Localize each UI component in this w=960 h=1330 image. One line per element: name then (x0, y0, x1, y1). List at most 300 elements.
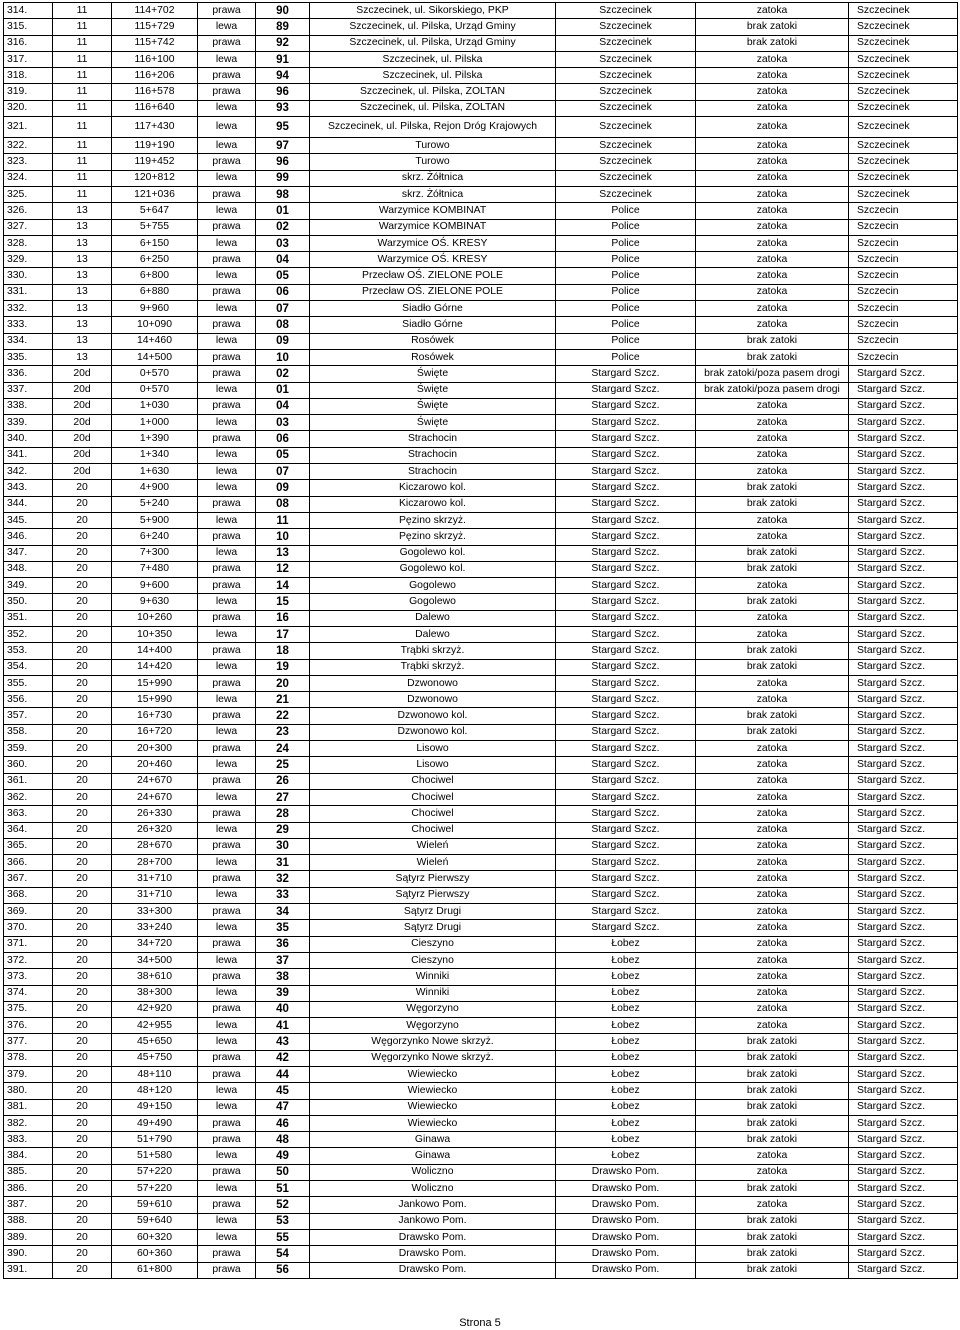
bay-type-cell: zatoka (696, 100, 849, 116)
municipality-cell: Stargard Szcz. (556, 659, 696, 675)
road-district-cell: Stargard Szcz. (849, 871, 958, 887)
road-district-cell: Stargard Szcz. (849, 529, 958, 545)
kilometer-cell: 10+090 (112, 317, 198, 333)
road-district-cell: Szczecin (849, 317, 958, 333)
municipality-cell: Łobez (556, 1034, 696, 1050)
municipality-cell: Stargard Szcz. (556, 643, 696, 659)
row-number-cell: 352. (4, 626, 53, 642)
road-district-cell: Szczecinek (849, 3, 958, 19)
municipality-cell: Szczecinek (556, 19, 696, 35)
table-row (4, 1229, 958, 1245)
table-row (4, 301, 958, 317)
row-number-cell: 344. (4, 496, 53, 512)
stop-number-cell: 01 (256, 382, 310, 398)
stop-number-cell: 24 (256, 741, 310, 757)
road-district-cell: Szczecin (849, 203, 958, 219)
location-cell: Drawsko Pom. (310, 1262, 556, 1278)
row-number-cell: 364. (4, 822, 53, 838)
side-cell: lewa (198, 1229, 256, 1245)
table-row (4, 68, 958, 84)
table-row (4, 284, 958, 300)
municipality-cell: Police (556, 333, 696, 349)
municipality-cell: Stargard Szcz. (556, 545, 696, 561)
kilometer-cell: 119+452 (112, 154, 198, 170)
bay-type-cell: zatoka (696, 170, 849, 186)
location-cell: Przecław OŚ. ZIELONE POLE (310, 284, 556, 300)
bay-type-cell: zatoka (696, 789, 849, 805)
municipality-cell: Stargard Szcz. (556, 806, 696, 822)
bay-type-cell: zatoka (696, 887, 849, 903)
road-number-cell: 11 (53, 3, 112, 19)
road-district-cell: Stargard Szcz. (849, 1164, 958, 1180)
road-district-cell: Szczecin (849, 235, 958, 251)
table-row (4, 626, 958, 642)
stop-number-cell: 10 (256, 529, 310, 545)
road-number-cell: 20 (53, 741, 112, 757)
road-number-cell: 20 (53, 920, 112, 936)
bay-type-cell: zatoka (696, 1148, 849, 1164)
location-cell: Sątyrz Pierwszy (310, 887, 556, 903)
road-number-cell: 20d (53, 415, 112, 431)
row-number-cell: 385. (4, 1164, 53, 1180)
stop-number-cell: 99 (256, 170, 310, 186)
table-row (4, 985, 958, 1001)
road-number-cell: 20 (53, 1132, 112, 1148)
location-cell: Przecław OŚ. ZIELONE POLE (310, 268, 556, 284)
kilometer-cell: 34+720 (112, 936, 198, 952)
municipality-cell: Drawsko Pom. (556, 1213, 696, 1229)
location-cell: Turowo (310, 154, 556, 170)
side-cell: prawa (198, 904, 256, 920)
bay-type-cell: zatoka (696, 268, 849, 284)
bay-type-cell: brak zatoki (696, 1229, 849, 1245)
stop-number-cell: 40 (256, 1001, 310, 1017)
bay-type-cell: brak zatoki (696, 1115, 849, 1131)
municipality-cell: Stargard Szcz. (556, 366, 696, 382)
bay-type-cell: zatoka (696, 431, 849, 447)
road-district-cell: Stargard Szcz. (849, 920, 958, 936)
side-cell: lewa (198, 692, 256, 708)
kilometer-cell: 1+630 (112, 464, 198, 480)
stop-number-cell: 31 (256, 855, 310, 871)
stop-number-cell: 45 (256, 1083, 310, 1099)
stop-number-cell: 52 (256, 1197, 310, 1213)
road-number-cell: 20 (53, 512, 112, 528)
kilometer-cell: 45+750 (112, 1050, 198, 1066)
kilometer-cell: 48+120 (112, 1083, 198, 1099)
municipality-cell: Łobez (556, 936, 696, 952)
stop-number-cell: 35 (256, 920, 310, 936)
road-number-cell: 11 (53, 35, 112, 51)
location-cell: Warzymice OŚ. KRESY (310, 235, 556, 251)
bay-type-cell: zatoka (696, 610, 849, 626)
municipality-cell: Stargard Szcz. (556, 855, 696, 871)
road-number-cell: 11 (53, 100, 112, 116)
bay-type-cell: zatoka (696, 529, 849, 545)
kilometer-cell: 48+110 (112, 1067, 198, 1083)
road-number-cell: 20 (53, 626, 112, 642)
side-cell: lewa (198, 1018, 256, 1034)
row-number-cell: 349. (4, 578, 53, 594)
location-cell: Święte (310, 382, 556, 398)
location-cell: Ginawa (310, 1148, 556, 1164)
table-row (4, 692, 958, 708)
road-district-cell: Stargard Szcz. (849, 447, 958, 463)
table-row (4, 741, 958, 757)
row-number-cell: 371. (4, 936, 53, 952)
stop-number-cell: 41 (256, 1018, 310, 1034)
stop-number-cell: 95 (256, 117, 310, 138)
stop-number-cell: 07 (256, 464, 310, 480)
municipality-cell: Police (556, 268, 696, 284)
side-cell: prawa (198, 252, 256, 268)
road-number-cell: 20 (53, 1001, 112, 1017)
row-number-cell: 380. (4, 1083, 53, 1099)
municipality-cell: Stargard Szcz. (556, 382, 696, 398)
stop-number-cell: 53 (256, 1213, 310, 1229)
location-cell: Węgorzynko Nowe skrzyż. (310, 1034, 556, 1050)
stop-number-cell: 27 (256, 789, 310, 805)
bay-type-cell: zatoka (696, 415, 849, 431)
row-number-cell: 315. (4, 19, 53, 35)
road-district-cell: Stargard Szcz. (849, 464, 958, 480)
location-cell: Gogolewo kol. (310, 545, 556, 561)
table-row (4, 252, 958, 268)
municipality-cell: Police (556, 203, 696, 219)
road-number-cell: 20 (53, 1197, 112, 1213)
municipality-cell: Stargard Szcz. (556, 724, 696, 740)
side-cell: prawa (198, 35, 256, 51)
row-number-cell: 382. (4, 1115, 53, 1131)
municipality-cell: Stargard Szcz. (556, 496, 696, 512)
location-cell: Chociwel (310, 822, 556, 838)
row-number-cell: 336. (4, 366, 53, 382)
road-number-cell: 11 (53, 154, 112, 170)
row-number-cell: 362. (4, 789, 53, 805)
kilometer-cell: 117+430 (112, 117, 198, 138)
row-number-cell: 345. (4, 512, 53, 528)
kilometer-cell: 51+790 (112, 1132, 198, 1148)
road-number-cell: 11 (53, 19, 112, 35)
road-number-cell: 20 (53, 757, 112, 773)
road-district-cell: Szczecinek (849, 100, 958, 116)
location-cell: Święte (310, 415, 556, 431)
kilometer-cell: 28+700 (112, 855, 198, 871)
row-number-cell: 322. (4, 138, 53, 154)
location-cell: Kiczarowo kol. (310, 496, 556, 512)
municipality-cell: Łobez (556, 1115, 696, 1131)
side-cell: prawa (198, 561, 256, 577)
road-number-cell: 20 (53, 1034, 112, 1050)
stop-number-cell: 91 (256, 51, 310, 67)
road-number-cell: 20 (53, 675, 112, 691)
location-cell: Szczecinek, ul. Pilska (310, 51, 556, 67)
road-number-cell: 20 (53, 692, 112, 708)
road-district-cell: Stargard Szcz. (849, 1034, 958, 1050)
table-row (4, 610, 958, 626)
stop-number-cell: 08 (256, 496, 310, 512)
road-district-cell: Stargard Szcz. (849, 952, 958, 968)
road-district-cell: Stargard Szcz. (849, 1229, 958, 1245)
table-row (4, 512, 958, 528)
location-cell: Dalewo (310, 626, 556, 642)
table-row (4, 138, 958, 154)
kilometer-cell: 5+755 (112, 219, 198, 235)
bay-type-cell: brak zatoki (696, 1083, 849, 1099)
stop-number-cell: 05 (256, 447, 310, 463)
side-cell: prawa (198, 154, 256, 170)
location-cell: Winniki (310, 985, 556, 1001)
location-cell: Dalewo (310, 610, 556, 626)
road-number-cell: 20 (53, 969, 112, 985)
road-number-cell: 20d (53, 398, 112, 414)
table-row (4, 1018, 958, 1034)
table-row (4, 3, 958, 19)
municipality-cell: Stargard Szcz. (556, 675, 696, 691)
location-cell: Sątyrz Drugi (310, 920, 556, 936)
road-number-cell: 20 (53, 789, 112, 805)
stop-number-cell: 13 (256, 545, 310, 561)
road-number-cell: 11 (53, 51, 112, 67)
row-number-cell: 361. (4, 773, 53, 789)
row-number-cell: 366. (4, 855, 53, 871)
municipality-cell: Łobez (556, 1148, 696, 1164)
table-row (4, 1050, 958, 1066)
road-district-cell: Szczecinek (849, 154, 958, 170)
kilometer-cell: 119+190 (112, 138, 198, 154)
kilometer-cell: 51+580 (112, 1148, 198, 1164)
location-cell: Wiewiecko (310, 1067, 556, 1083)
bay-type-cell: brak zatoki (696, 349, 849, 365)
stop-number-cell: 25 (256, 757, 310, 773)
road-district-cell: Szczecin (849, 349, 958, 365)
kilometer-cell: 116+206 (112, 68, 198, 84)
municipality-cell: Łobez (556, 985, 696, 1001)
location-cell: Szczecinek, ul. Pilska (310, 68, 556, 84)
stop-number-cell: 03 (256, 415, 310, 431)
road-number-cell: 13 (53, 349, 112, 365)
road-number-cell: 20 (53, 480, 112, 496)
side-cell: lewa (198, 100, 256, 116)
road-district-cell: Stargard Szcz. (849, 1197, 958, 1213)
municipality-cell: Szczecinek (556, 154, 696, 170)
location-cell: Szczecinek, ul. Pilska, ZOLTAN (310, 100, 556, 116)
municipality-cell: Drawsko Pom. (556, 1229, 696, 1245)
stop-number-cell: 04 (256, 252, 310, 268)
side-cell: prawa (198, 610, 256, 626)
side-cell: lewa (198, 170, 256, 186)
bay-type-cell: brak zatoki (696, 480, 849, 496)
location-cell: Strachocin (310, 431, 556, 447)
stop-number-cell: 49 (256, 1148, 310, 1164)
location-cell: Wieleń (310, 855, 556, 871)
row-number-cell: 318. (4, 68, 53, 84)
road-number-cell: 20 (53, 1246, 112, 1262)
road-number-cell: 20 (53, 594, 112, 610)
stop-number-cell: 42 (256, 1050, 310, 1066)
table-row (4, 1132, 958, 1148)
road-number-cell: 20 (53, 936, 112, 952)
side-cell: lewa (198, 333, 256, 349)
road-district-cell: Szczecinek (849, 35, 958, 51)
kilometer-cell: 7+480 (112, 561, 198, 577)
kilometer-cell: 6+250 (112, 252, 198, 268)
location-cell: Turowo (310, 138, 556, 154)
row-number-cell: 373. (4, 969, 53, 985)
bay-type-cell: zatoka (696, 284, 849, 300)
municipality-cell: Stargard Szcz. (556, 431, 696, 447)
table-row (4, 855, 958, 871)
kilometer-cell: 59+610 (112, 1197, 198, 1213)
kilometer-cell: 59+640 (112, 1213, 198, 1229)
side-cell: prawa (198, 1132, 256, 1148)
stop-number-cell: 08 (256, 317, 310, 333)
stop-number-cell: 51 (256, 1181, 310, 1197)
side-cell: lewa (198, 822, 256, 838)
kilometer-cell: 16+720 (112, 724, 198, 740)
location-cell: Lisowo (310, 757, 556, 773)
stop-number-cell: 46 (256, 1115, 310, 1131)
road-district-cell: Stargard Szcz. (849, 561, 958, 577)
road-district-cell: Szczecin (849, 252, 958, 268)
kilometer-cell: 24+670 (112, 773, 198, 789)
row-number-cell: 314. (4, 3, 53, 19)
side-cell: prawa (198, 398, 256, 414)
location-cell: Siadło Górne (310, 317, 556, 333)
row-number-cell: 354. (4, 659, 53, 675)
table-row (4, 464, 958, 480)
location-cell: Święte (310, 398, 556, 414)
side-cell: lewa (198, 545, 256, 561)
row-number-cell: 387. (4, 1197, 53, 1213)
road-district-cell: Szczecin (849, 301, 958, 317)
municipality-cell: Łobez (556, 1018, 696, 1034)
road-number-cell: 20 (53, 496, 112, 512)
kilometer-cell: 34+500 (112, 952, 198, 968)
side-cell: prawa (198, 741, 256, 757)
road-district-cell: Szczecinek (849, 138, 958, 154)
kilometer-cell: 5+900 (112, 512, 198, 528)
bay-type-cell: brak zatoki (696, 659, 849, 675)
road-number-cell: 20 (53, 1229, 112, 1245)
stop-number-cell: 23 (256, 724, 310, 740)
table-row (4, 822, 958, 838)
bay-type-cell: zatoka (696, 952, 849, 968)
municipality-cell: Stargard Szcz. (556, 692, 696, 708)
side-cell: lewa (198, 447, 256, 463)
location-cell: Sątyrz Drugi (310, 904, 556, 920)
road-number-cell: 20 (53, 773, 112, 789)
stop-number-cell: 39 (256, 985, 310, 1001)
municipality-cell: Stargard Szcz. (556, 708, 696, 724)
side-cell: lewa (198, 920, 256, 936)
road-number-cell: 13 (53, 301, 112, 317)
row-number-cell: 376. (4, 1018, 53, 1034)
municipality-cell: Stargard Szcz. (556, 610, 696, 626)
location-cell: Trąbki skrzyż. (310, 643, 556, 659)
road-district-cell: Stargard Szcz. (849, 838, 958, 854)
row-number-cell: 389. (4, 1229, 53, 1245)
table-row (4, 84, 958, 100)
location-cell: Gogolewo (310, 594, 556, 610)
table-row (4, 561, 958, 577)
road-district-cell: Stargard Szcz. (849, 1018, 958, 1034)
table-row (4, 724, 958, 740)
municipality-cell: Łobez (556, 952, 696, 968)
road-district-cell: Stargard Szcz. (849, 1001, 958, 1017)
side-cell: prawa (198, 1067, 256, 1083)
municipality-cell: Szczecinek (556, 170, 696, 186)
kilometer-cell: 31+710 (112, 871, 198, 887)
row-number-cell: 350. (4, 594, 53, 610)
road-district-cell: Stargard Szcz. (849, 659, 958, 675)
bay-type-cell: brak zatoki (696, 333, 849, 349)
location-cell: Drawsko Pom. (310, 1246, 556, 1262)
row-number-cell: 383. (4, 1132, 53, 1148)
table-row (4, 366, 958, 382)
road-district-cell: Stargard Szcz. (849, 545, 958, 561)
table-row (4, 1001, 958, 1017)
table-row (4, 333, 958, 349)
location-cell: Cieszyno (310, 936, 556, 952)
stop-number-cell: 97 (256, 138, 310, 154)
side-cell: lewa (198, 985, 256, 1001)
side-cell: lewa (198, 659, 256, 675)
municipality-cell: Szczecinek (556, 35, 696, 51)
table-row (4, 480, 958, 496)
road-district-cell: Szczecinek (849, 117, 958, 138)
municipality-cell: Police (556, 349, 696, 365)
stop-number-cell: 56 (256, 1262, 310, 1278)
kilometer-cell: 4+900 (112, 480, 198, 496)
road-number-cell: 20 (53, 1115, 112, 1131)
table-row (4, 431, 958, 447)
row-number-cell: 324. (4, 170, 53, 186)
road-district-cell: Stargard Szcz. (849, 366, 958, 382)
side-cell: lewa (198, 19, 256, 35)
road-district-cell: Szczecin (849, 284, 958, 300)
table-row (4, 545, 958, 561)
stop-number-cell: 90 (256, 3, 310, 19)
kilometer-cell: 9+600 (112, 578, 198, 594)
road-number-cell: 20 (53, 871, 112, 887)
row-number-cell: 337. (4, 382, 53, 398)
location-cell: Warzymice OŚ. KRESY (310, 252, 556, 268)
road-district-cell: Stargard Szcz. (849, 887, 958, 903)
bay-type-cell: brak zatoki (696, 1132, 849, 1148)
location-cell: Strachocin (310, 464, 556, 480)
side-cell: prawa (198, 349, 256, 365)
stop-number-cell: 12 (256, 561, 310, 577)
side-cell: prawa (198, 936, 256, 952)
municipality-cell: Police (556, 219, 696, 235)
road-number-cell: 11 (53, 138, 112, 154)
row-number-cell: 327. (4, 219, 53, 235)
bay-type-cell: zatoka (696, 936, 849, 952)
stop-number-cell: 34 (256, 904, 310, 920)
kilometer-cell: 57+220 (112, 1164, 198, 1180)
side-cell: prawa (198, 643, 256, 659)
side-cell: lewa (198, 512, 256, 528)
bay-type-cell: zatoka (696, 692, 849, 708)
road-district-cell: Stargard Szcz. (849, 985, 958, 1001)
row-number-cell: 351. (4, 610, 53, 626)
road-district-cell: Stargard Szcz. (849, 415, 958, 431)
row-number-cell: 386. (4, 1181, 53, 1197)
row-number-cell: 332. (4, 301, 53, 317)
row-number-cell: 388. (4, 1213, 53, 1229)
bay-type-cell: brak zatoki (696, 19, 849, 35)
